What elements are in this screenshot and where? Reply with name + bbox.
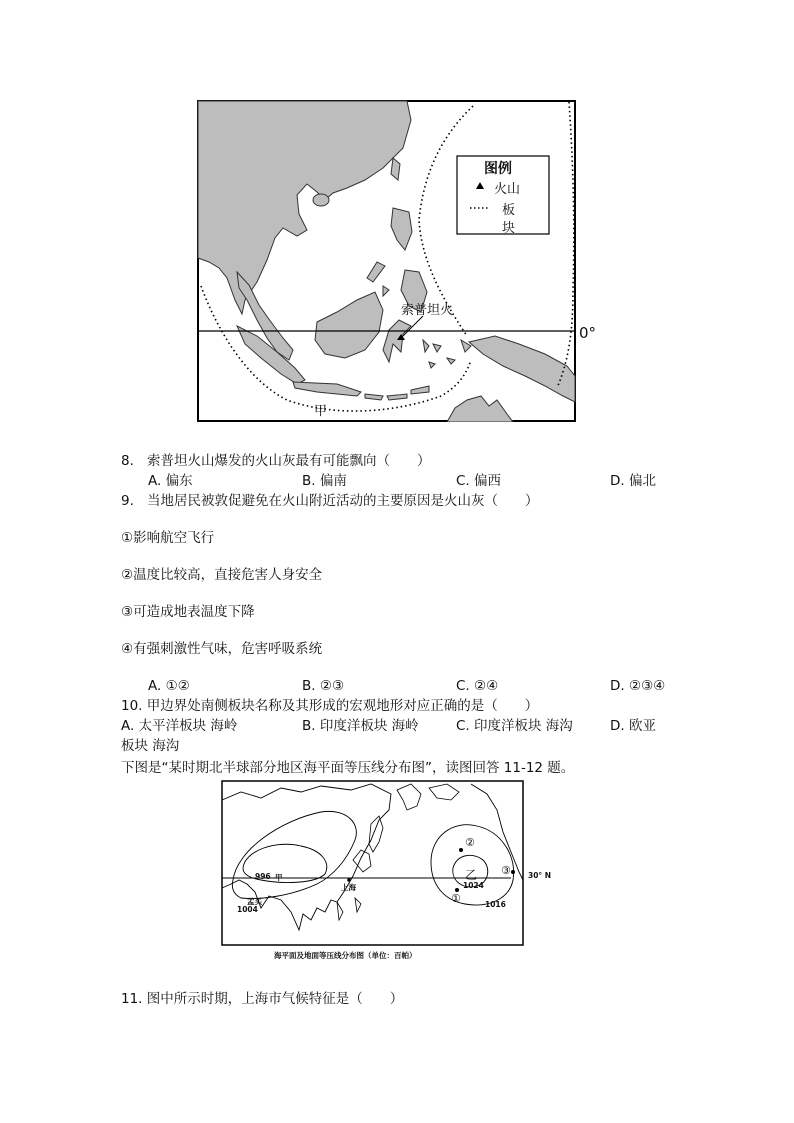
q8-number: 8. xyxy=(121,453,134,469)
label-996: 996 xyxy=(255,872,271,881)
q9-number: 9. xyxy=(121,493,134,509)
q10-option-d[interactable]: D. 欧亚 xyxy=(610,718,656,734)
q10-option-d-wrap: 板块 海沟 xyxy=(121,738,180,754)
q9-option-a[interactable]: A. ①② xyxy=(148,678,190,694)
q9-option-d[interactable]: D. ②③④ xyxy=(610,678,666,694)
southeast-asia-map xyxy=(197,100,576,422)
label-1016: 1016 xyxy=(485,900,506,909)
label-point-2: ② xyxy=(465,836,475,849)
point-2-dot xyxy=(459,848,463,852)
q8-option-b[interactable]: B. 偏南 xyxy=(302,473,347,489)
point-3-dot xyxy=(511,870,515,874)
southeast-asia-map-svg xyxy=(197,100,576,422)
q9-option-b[interactable]: B. ②③ xyxy=(302,678,345,694)
q8-stem: 索普坦火山爆发的火山灰最有可能飘向（ ） xyxy=(147,453,431,469)
q8-option-a[interactable]: A. 偏东 xyxy=(148,473,193,489)
q10-stem: 10. 甲边界处南侧板块名称及其形成的宏观地形对应正确的是（ ） xyxy=(121,698,539,714)
isobar-map xyxy=(221,780,524,946)
label-shanghai: 上海 xyxy=(341,883,356,892)
legend-plate-label-2: 块 xyxy=(502,221,516,236)
q10-option-b[interactable]: B. 印度洋板块 海岭 xyxy=(302,718,419,734)
label-mengmai: 孟买 xyxy=(247,897,262,906)
label-yi: 乙 xyxy=(465,868,478,882)
q10-option-c[interactable]: C. 印度洋板块 海沟 xyxy=(456,718,573,734)
equator-label: 0° xyxy=(579,324,597,342)
q9-option-c[interactable]: C. ②④ xyxy=(456,678,499,694)
legend-title: 图例 xyxy=(484,161,512,177)
q9-item-4: ④有强刺激性气味，危害呼吸系统 xyxy=(121,641,323,657)
isobar-map-caption: 海平面及地面等压线分布图（单位：百帕） xyxy=(274,951,417,960)
q9-stem: 当地居民被敦促避免在火山附近活动的主要原因是火山灰（ ） xyxy=(147,493,539,509)
legend-volcano-label: 火山 xyxy=(494,182,521,197)
q9-item-1: ①影响航空飞行 xyxy=(121,530,215,546)
hainan-island xyxy=(313,194,329,206)
label-point-1: ① xyxy=(451,892,461,905)
q9-item-3: ③可造成地表温度下降 xyxy=(121,604,255,620)
volcano-label: 索普坦火 xyxy=(401,303,454,318)
legend-plate-label-1: 板 xyxy=(502,203,516,218)
q10-option-a[interactable]: A. 太平洋板块 海岭 xyxy=(121,718,238,734)
label-jia: 甲 xyxy=(275,873,283,882)
label-1004: 1004 xyxy=(237,905,258,914)
q8-option-c[interactable]: C. 偏西 xyxy=(456,473,502,489)
label-1024: 1024 xyxy=(463,881,484,890)
boundary-label-jia: 甲 xyxy=(314,404,328,419)
label-30n: 30° N xyxy=(528,871,552,880)
isobar-map-svg xyxy=(221,780,524,946)
q9-item-2: ②温度比较高，直接危害人身安全 xyxy=(121,567,323,583)
label-point-3: ③ xyxy=(501,864,511,877)
q11-stem: 11. 图中所示时期，上海市气候特征是（ ） xyxy=(121,991,404,1007)
q8-option-d[interactable]: D. 偏北 xyxy=(610,473,656,489)
intro-11-12: 下图是“某时期北半球部分地区海平面等压线分布图”，读图回答 11-12 题。 xyxy=(121,760,575,776)
